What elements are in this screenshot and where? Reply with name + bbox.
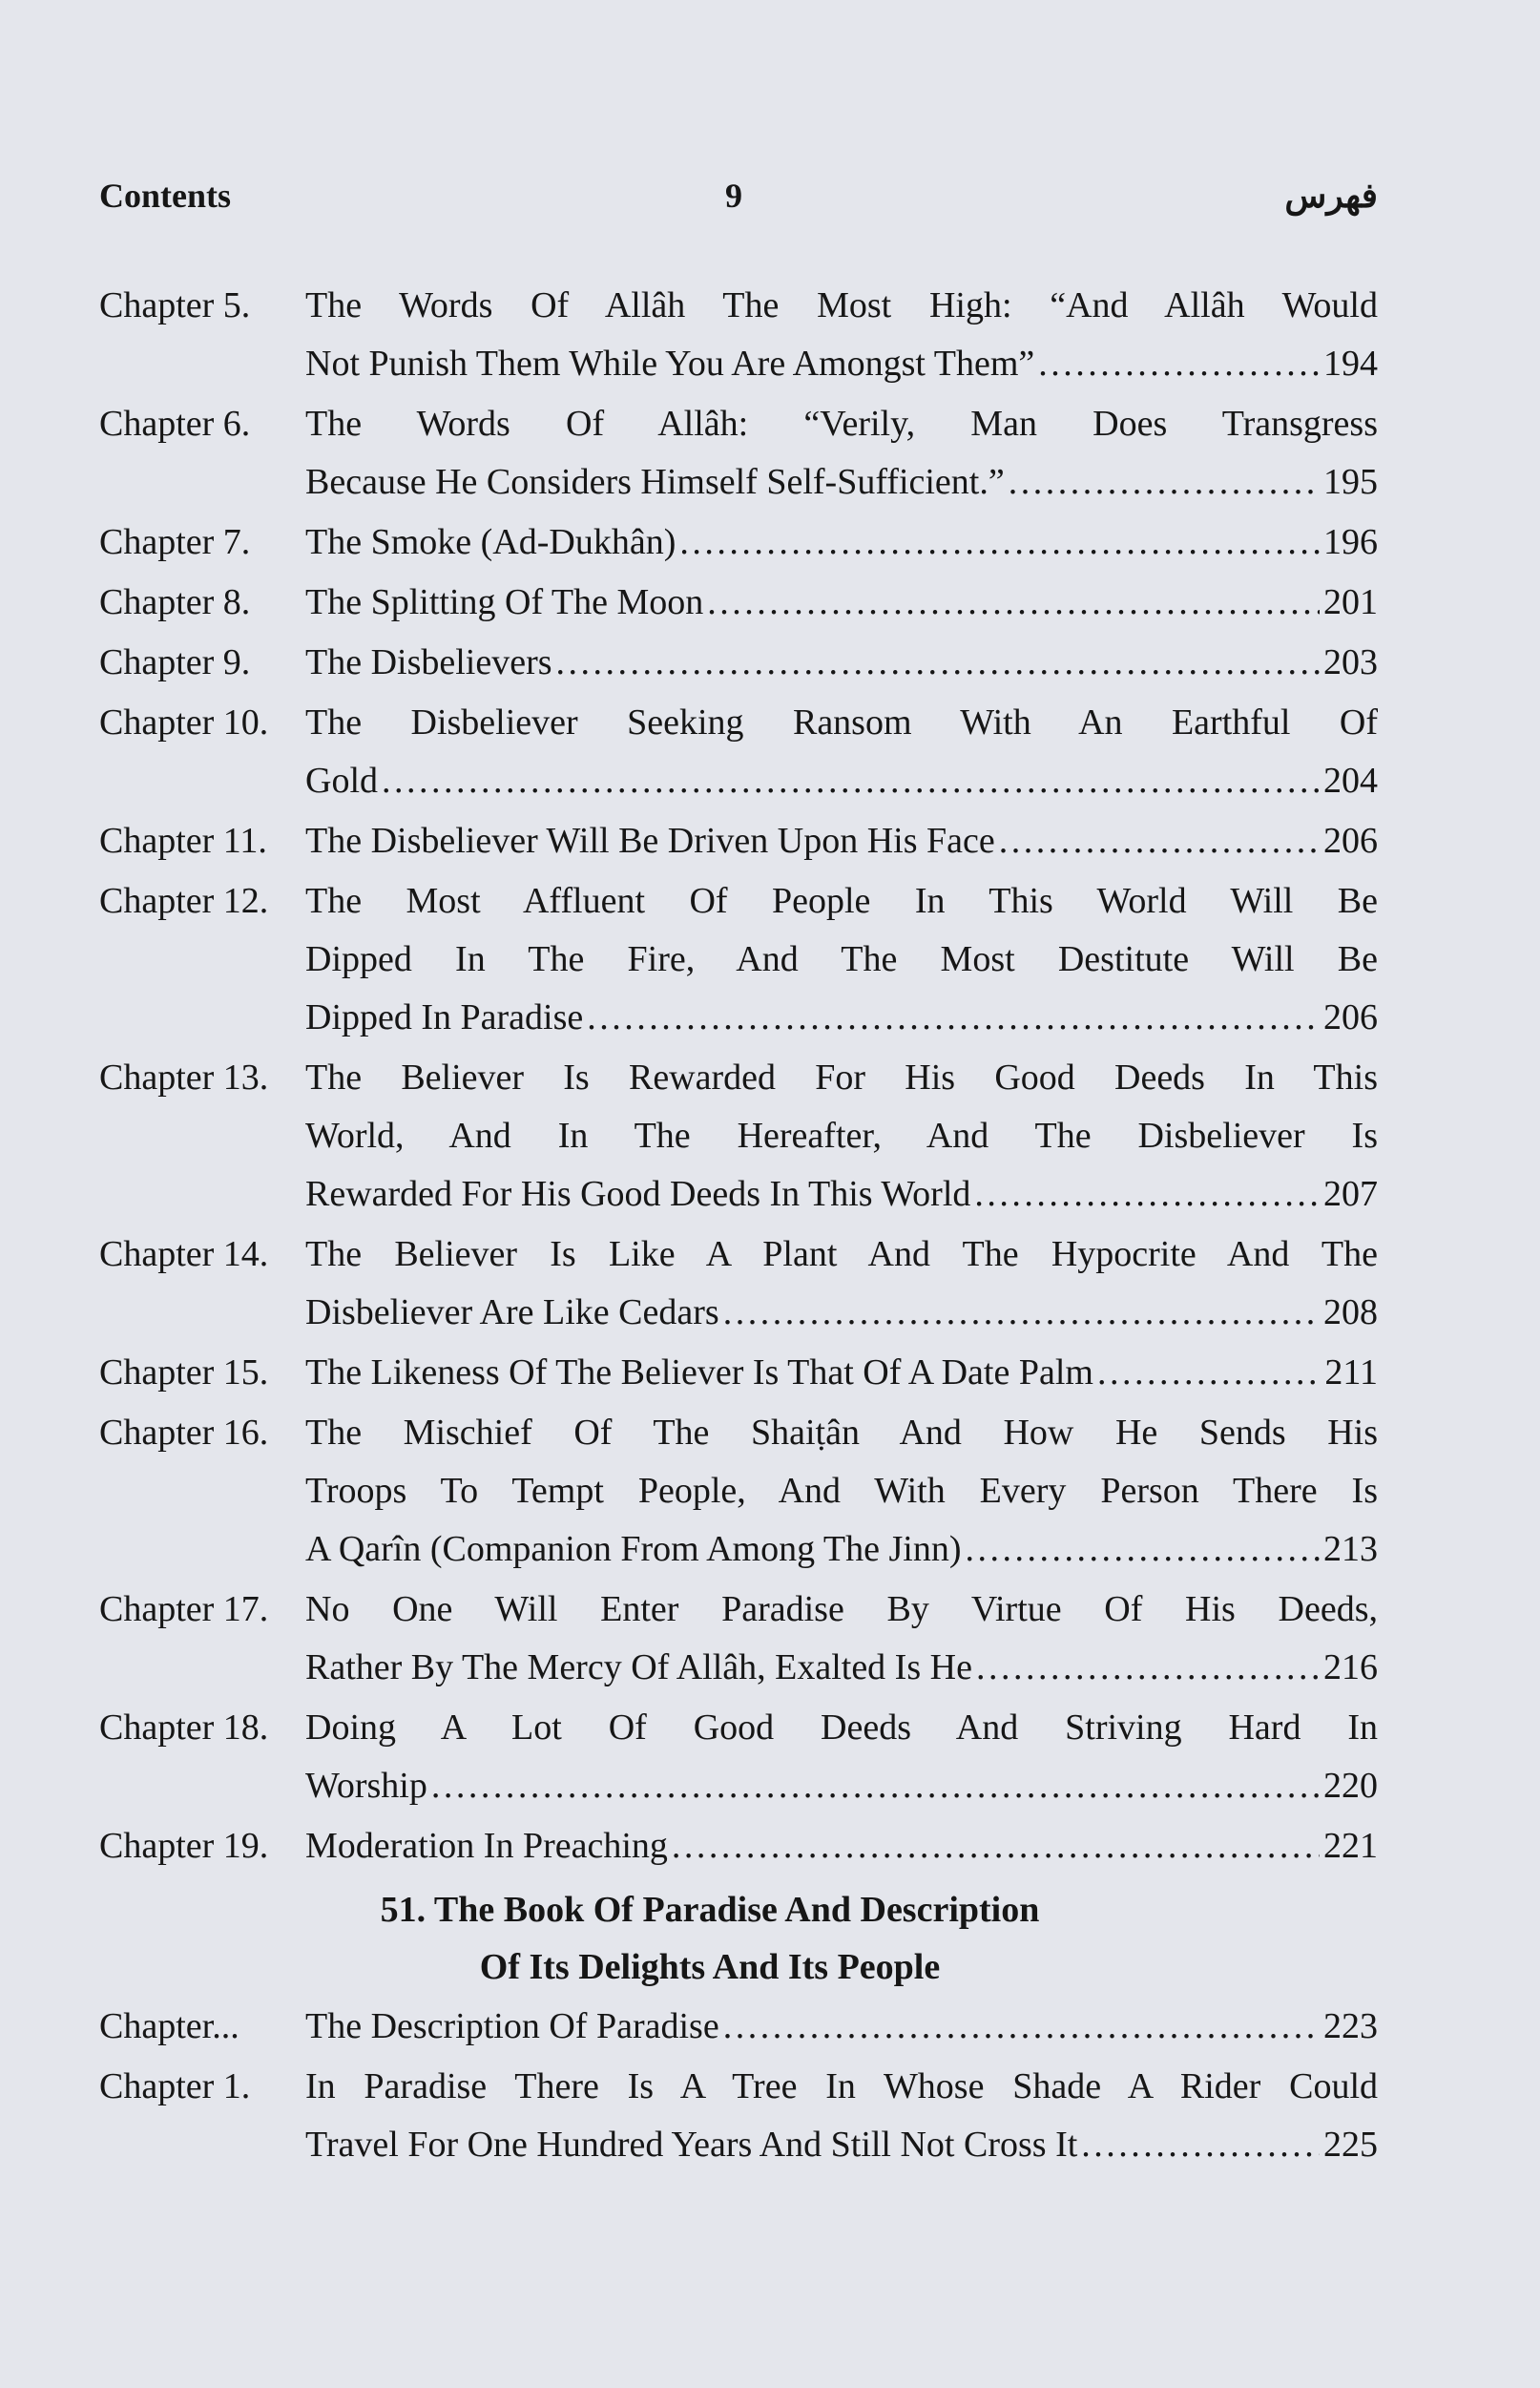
chapter-title-line: Dipped In The Fire, And The Most Destitute Will Be [305, 939, 1378, 979]
chapter-title [305, 277, 1378, 393]
chapter-title-line [305, 453, 1378, 512]
chapter-title [305, 1404, 1378, 1579]
chapter-title-text: Rather By The Mercy Of Allâh, Exalted Is He [305, 1647, 972, 1687]
page-number: 9 [725, 177, 742, 215]
page-ref: 221 [1323, 1826, 1378, 1866]
chapter-title [305, 1581, 1378, 1697]
chapter-label: Chapter 8. [99, 582, 251, 622]
page-ref: 194 [1323, 344, 1378, 384]
toc-entry [99, 634, 1378, 692]
chapter-title-text: Gold [305, 761, 378, 801]
chapter-title-line [305, 1520, 1378, 1579]
chapter-label: Chapter 14. [99, 1234, 269, 1274]
page-ref: 204 [1323, 761, 1378, 801]
chapter-title-line [305, 1817, 1378, 1875]
chapter-title-text: The Likeness Of The Believer Is That Of A Date Palm [305, 1352, 1093, 1393]
dot-leader [723, 1998, 1320, 2056]
chapter-title-line [305, 752, 1378, 810]
chapter-title-line [305, 2116, 1378, 2174]
chapter-label: Chapter 7. [99, 522, 251, 562]
dot-leader [382, 752, 1320, 810]
toc-entry [99, 1049, 1378, 1224]
chapter-label: Chapter 17. [99, 1589, 269, 1629]
dot-leader [976, 1639, 1320, 1697]
page-ref: 223 [1323, 2006, 1378, 2046]
page-ref: 206 [1323, 821, 1378, 861]
page-ref: 196 [1323, 522, 1378, 562]
chapter-title [305, 1344, 1378, 1402]
chapter-title-text: The Smoke (Ad-Dukhân) [305, 522, 676, 562]
chapter-title-text: Dipped In Paradise [305, 997, 584, 1037]
toc-entry [99, 2058, 1378, 2174]
toc-entry [99, 1225, 1378, 1342]
chapter-title-line: The Most Affluent Of People In This World Will Be [305, 881, 1378, 921]
dot-leader [587, 989, 1320, 1047]
chapter-title-text: Because He Considers Himself Self-Sufficient.” [305, 462, 1005, 502]
chapter-label: Chapter 15. [99, 1352, 269, 1393]
dot-leader [556, 634, 1320, 692]
toc-entry [99, 574, 1378, 632]
toc-entry [99, 1581, 1378, 1697]
chapter-label: Chapter 13. [99, 1058, 269, 1098]
dot-leader [999, 812, 1320, 870]
dot-leader [1009, 453, 1320, 512]
chapter-label: Chapter... [99, 2006, 239, 2046]
chapter-title-line [305, 574, 1378, 632]
toc-chapter-list-2 [99, 1998, 1378, 2174]
chapter-title-line: Troops To Tempt People, And With Every Person There Is [305, 1471, 1378, 1511]
toc-entry [99, 277, 1378, 393]
chapter-title-line: The Believer Is Rewarded For His Good Deeds In This [305, 1058, 1378, 1098]
chapter-title [305, 1049, 1378, 1224]
chapter-title-line: The Believer Is Like A Plant And The Hypocrite And The [305, 1234, 1378, 1274]
chapter-title-text: A Qarîn (Companion From Among The Jinn) [305, 1529, 962, 1569]
dot-leader [707, 574, 1320, 632]
page-ref: 201 [1323, 582, 1378, 622]
page-ref: 203 [1323, 642, 1378, 682]
chapter-title-line [305, 335, 1378, 393]
chapter-title [305, 1817, 1378, 1875]
chapter-title [305, 872, 1378, 1047]
page-ref: 207 [1323, 1174, 1378, 1214]
chapter-title-line: The Words Of Allâh The Most High: “And Allâh Would [305, 285, 1378, 325]
chapter-label: Chapter 16. [99, 1413, 269, 1453]
chapter-title-line [305, 989, 1378, 1047]
page-ref: 195 [1323, 462, 1378, 502]
chapter-title-text: The Disbeliever Will Be Driven Upon His Face [305, 821, 995, 861]
chapter-title-text: Not Punish Them While You Are Amongst Them” [305, 344, 1035, 384]
chapter-title-line: The Words Of Allâh: “Verily, Man Does Transgress [305, 404, 1378, 444]
page-ref: 211 [1324, 1352, 1378, 1393]
page-ref: 213 [1323, 1529, 1378, 1569]
chapter-title-line [305, 1639, 1378, 1697]
dot-leader [1081, 2116, 1320, 2174]
page-ref: 220 [1323, 1766, 1378, 1806]
chapter-title [305, 1225, 1378, 1342]
chapter-title-text: Rewarded For His Good Deeds In This World [305, 1174, 971, 1214]
toc-entry [99, 872, 1378, 1047]
book-section-heading [99, 1881, 1378, 1996]
dot-leader [1097, 1344, 1321, 1402]
chapter-title-line [305, 1757, 1378, 1815]
section-title-line-1: 51. The Book Of Paradise And Description [380, 1890, 1040, 1930]
chapter-title-text: Disbeliever Are Like Cedars [305, 1292, 719, 1332]
header-contents-label: Contents [99, 177, 232, 215]
chapter-label: Chapter 5. [99, 285, 251, 325]
toc-entry [99, 1998, 1378, 2056]
chapter-title-line [305, 1165, 1378, 1224]
dot-leader [723, 1284, 1320, 1342]
toc-entry [99, 1817, 1378, 1875]
chapter-title-text: Worship [305, 1766, 427, 1806]
chapter-title [305, 395, 1378, 512]
dot-leader [1038, 335, 1320, 393]
page-ref: 216 [1323, 1647, 1378, 1687]
toc-chapter-list [99, 277, 1378, 1875]
dot-leader [974, 1165, 1320, 1224]
chapter-title-line: The Mischief Of The Shaiṭân And How He Sends His [305, 1413, 1378, 1453]
page-ref: 208 [1323, 1292, 1378, 1332]
chapter-label: Chapter 11. [99, 821, 267, 861]
chapter-label: Chapter 12. [99, 881, 269, 921]
page-header [99, 176, 1378, 223]
chapter-label: Chapter 1. [99, 2066, 251, 2106]
page-ref: 206 [1323, 997, 1378, 1037]
chapter-title-line [305, 513, 1378, 572]
chapter-title-line [305, 1344, 1378, 1402]
chapter-title [305, 694, 1378, 810]
chapter-title-line: World, And In The Hereafter, And The Disbeliever Is [305, 1116, 1378, 1156]
chapter-title-line [305, 812, 1378, 870]
chapter-title-line [305, 1998, 1378, 2056]
dot-leader [431, 1757, 1320, 1815]
chapter-title-line: The Disbeliever Seeking Ransom With An Earthful Of [305, 702, 1378, 743]
chapter-title-text: The Splitting Of The Moon [305, 582, 704, 622]
dot-leader [966, 1520, 1321, 1579]
chapter-label: Chapter 18. [99, 1707, 269, 1748]
page-ref: 225 [1323, 2125, 1378, 2165]
chapter-title [305, 634, 1378, 692]
chapter-title-text: Travel For One Hundred Years And Still Not Cross It [305, 2125, 1078, 2165]
dot-leader [679, 513, 1320, 572]
chapter-label: Chapter 6. [99, 404, 251, 444]
table-of-contents [99, 277, 1378, 2176]
chapter-title [305, 513, 1378, 572]
chapter-title [305, 574, 1378, 632]
chapter-title-text: Moderation In Preaching [305, 1826, 668, 1866]
section-title-line-2: Of Its Delights And Its People [479, 1947, 941, 1987]
toc-entry [99, 694, 1378, 810]
chapter-label: Chapter 9. [99, 642, 251, 682]
toc-entry [99, 395, 1378, 512]
chapter-title-line: Doing A Lot Of Good Deeds And Striving Hard In [305, 1707, 1378, 1748]
toc-entry [99, 513, 1378, 572]
chapter-title-text: The Description Of Paradise [305, 2006, 719, 2046]
chapter-title [305, 2058, 1378, 2174]
toc-entry [99, 1404, 1378, 1579]
chapter-label: Chapter 19. [99, 1826, 269, 1866]
chapter-title [305, 1699, 1378, 1815]
chapter-title-line [305, 634, 1378, 692]
toc-entry [99, 1699, 1378, 1815]
toc-entry [99, 1344, 1378, 1402]
chapter-title [305, 812, 1378, 870]
dot-leader [672, 1817, 1320, 1875]
header-arabic-label: فهرس [1284, 177, 1378, 215]
chapter-title [305, 1998, 1378, 2056]
chapter-title-line: In Paradise There Is A Tree In Whose Shade A Rider Could [305, 2066, 1378, 2106]
chapter-title-line: No One Will Enter Paradise By Virtue Of His Deeds, [305, 1589, 1378, 1629]
chapter-title-text: The Disbelievers [305, 642, 552, 682]
toc-entry [99, 812, 1378, 870]
chapter-label: Chapter 10. [99, 702, 269, 743]
chapter-title-line [305, 1284, 1378, 1342]
